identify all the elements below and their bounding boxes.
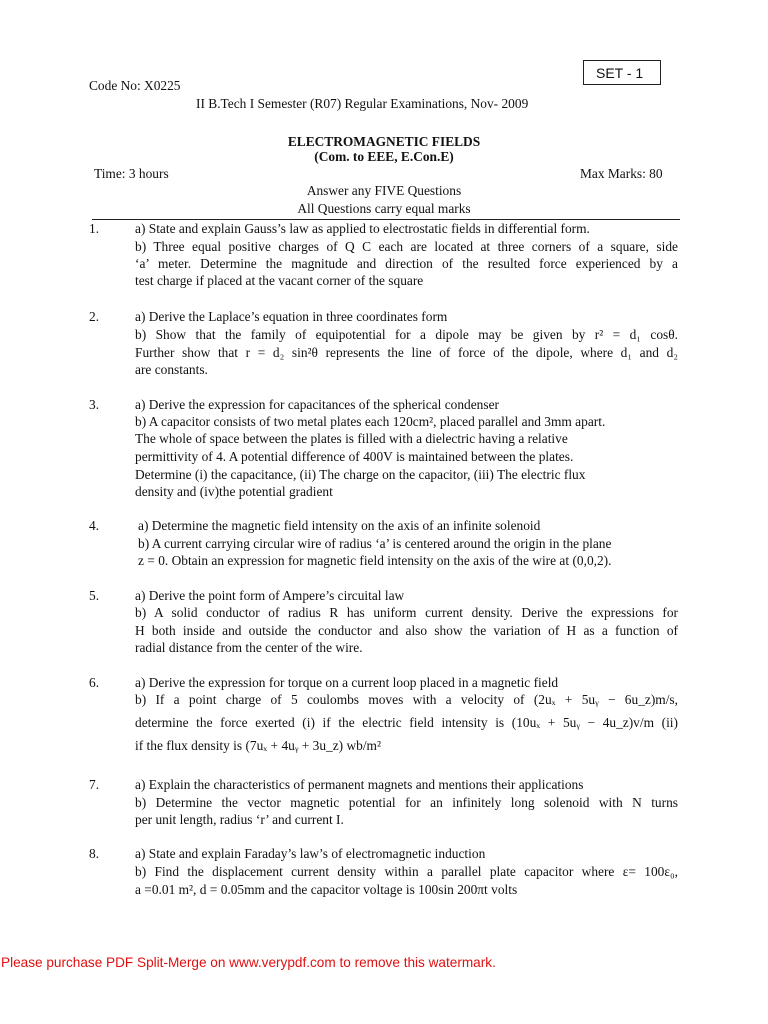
question-line: b) A solid conductor of radius R has uniform current density. Derive the expressions for — [135, 605, 678, 620]
question-number: 7. — [89, 777, 100, 792]
watermark-notice: Please purchase PDF Split-Merge on www.verypdf.com to remove this watermark. — [1, 955, 496, 970]
exam-title: II B.Tech I Semester (R07) Regular Examinations, Nov- 2009 — [196, 96, 529, 111]
question-number: 3. — [89, 397, 100, 412]
question-line: b) Find the displacement current density within a parallel plate capacitor where ε= 100ε₀, — [135, 864, 678, 879]
branch-subtitle: (Com. to EEE, E.Con.E) — [314, 149, 454, 164]
question-number: 6. — [89, 675, 100, 690]
max-marks-label: Max Marks: 80 — [580, 166, 663, 181]
question-line: b) A current carrying circular wire of radius ‘a’ is centered around the origin in the plane — [138, 536, 612, 551]
question-line: b) Three equal positive charges of Q C each are located at three corners of a square, side — [135, 239, 678, 254]
question-line: b) A capacitor consists of two metal plates each 120cm², placed parallel and 3mm apart. — [135, 414, 606, 429]
question-line: The whole of space between the plates is filled with a dielectric having a relative — [135, 431, 568, 446]
question-line: ‘a’ meter. Determine the magnitude and direction of the resulted force experienced by a — [135, 256, 678, 271]
question-line: a) Derive the expression for capacitances of the spherical condenser — [135, 397, 499, 412]
time-label: Time: 3 hours — [94, 166, 169, 181]
question-line: b) Determine the vector magnetic potential for an infinitely long solenoid with N turns — [135, 795, 678, 810]
question-line: a) Determine the magnetic field intensity on the axis of an infinite solenoid — [138, 518, 541, 533]
question-line: a) Derive the point form of Ampere’s circuital law — [135, 588, 405, 603]
set-label: SET - 1 — [583, 60, 661, 85]
question-line: a) Derive the expression for torque on a current loop placed in a magnetic field — [135, 675, 559, 690]
question-line: a) Explain the characteristics of permanent magnets and mentions their applications — [135, 777, 584, 792]
question-line: Determine (i) the capacitance, (ii) The charge on the capacitor, (iii) The electric flux — [135, 467, 586, 482]
question-line: a =0.01 m², d = 0.05mm and the capacitor voltage is 100sin 200πt volts — [135, 882, 518, 897]
question-line: permittivity of 4. A potential difference of 400V is maintained between the plates. — [135, 449, 574, 464]
question-line: a) State and explain Faraday’s law’s of electromagnetic induction — [135, 846, 486, 861]
question-number: 1. — [89, 221, 100, 236]
question-line: z = 0. Obtain an expression for magnetic field intensity on the axis of the wire at (0,0,2). — [138, 553, 612, 568]
question-line: determine the force exerted (i) if the electric field intensity is (10uₓ + 5uᵧ − 4u_z)v/m (ii) — [135, 715, 678, 730]
question-line: test charge if placed at the vacant corner of the square — [135, 273, 424, 288]
question-line: b) If a point charge of 5 coulombs moves with a velocity of (2uₓ + 5uᵧ − 6u_z)m/s, — [135, 692, 678, 707]
instruction-answer: Answer any FIVE Questions — [306, 183, 462, 198]
question-number: 5. — [89, 588, 100, 603]
question-number: 2. — [89, 309, 100, 324]
subject-title: ELECTROMAGNETIC FIELDS — [287, 134, 481, 149]
code-number: Code No: X0225 — [89, 78, 181, 93]
question-line: H both inside and outside the conductor and also show the variation of H as a function of — [135, 623, 678, 638]
question-line: a) State and explain Gauss’s law as applied to electrostatic fields in differential form. — [135, 221, 590, 236]
question-line: radial distance from the center of the wire. — [135, 640, 363, 655]
question-line: density and (iv)the potential gradient — [135, 484, 333, 499]
question-line: Further show that r = d₂ sin²θ represents the line of force of the dipole, where d₁ and d₂ — [135, 345, 678, 360]
instruction-equal-marks: All Questions carry equal marks — [297, 201, 471, 216]
question-number: 8. — [89, 846, 100, 861]
question-line: if the flux density is (7uₓ + 4uᵧ + 3u_z) wb/m² — [135, 738, 381, 753]
question-line: b) Show that the family of equipotential for a dipole may be given by r² = d₁ cosθ. — [135, 327, 678, 342]
question-line: per unit length, radius ‘r’ and current I. — [135, 812, 344, 827]
question-number: 4. — [89, 518, 100, 533]
question-line: a) Derive the Laplace’s equation in three coordinates form — [135, 309, 448, 324]
header-divider — [92, 219, 680, 220]
question-line: are constants. — [135, 362, 208, 377]
